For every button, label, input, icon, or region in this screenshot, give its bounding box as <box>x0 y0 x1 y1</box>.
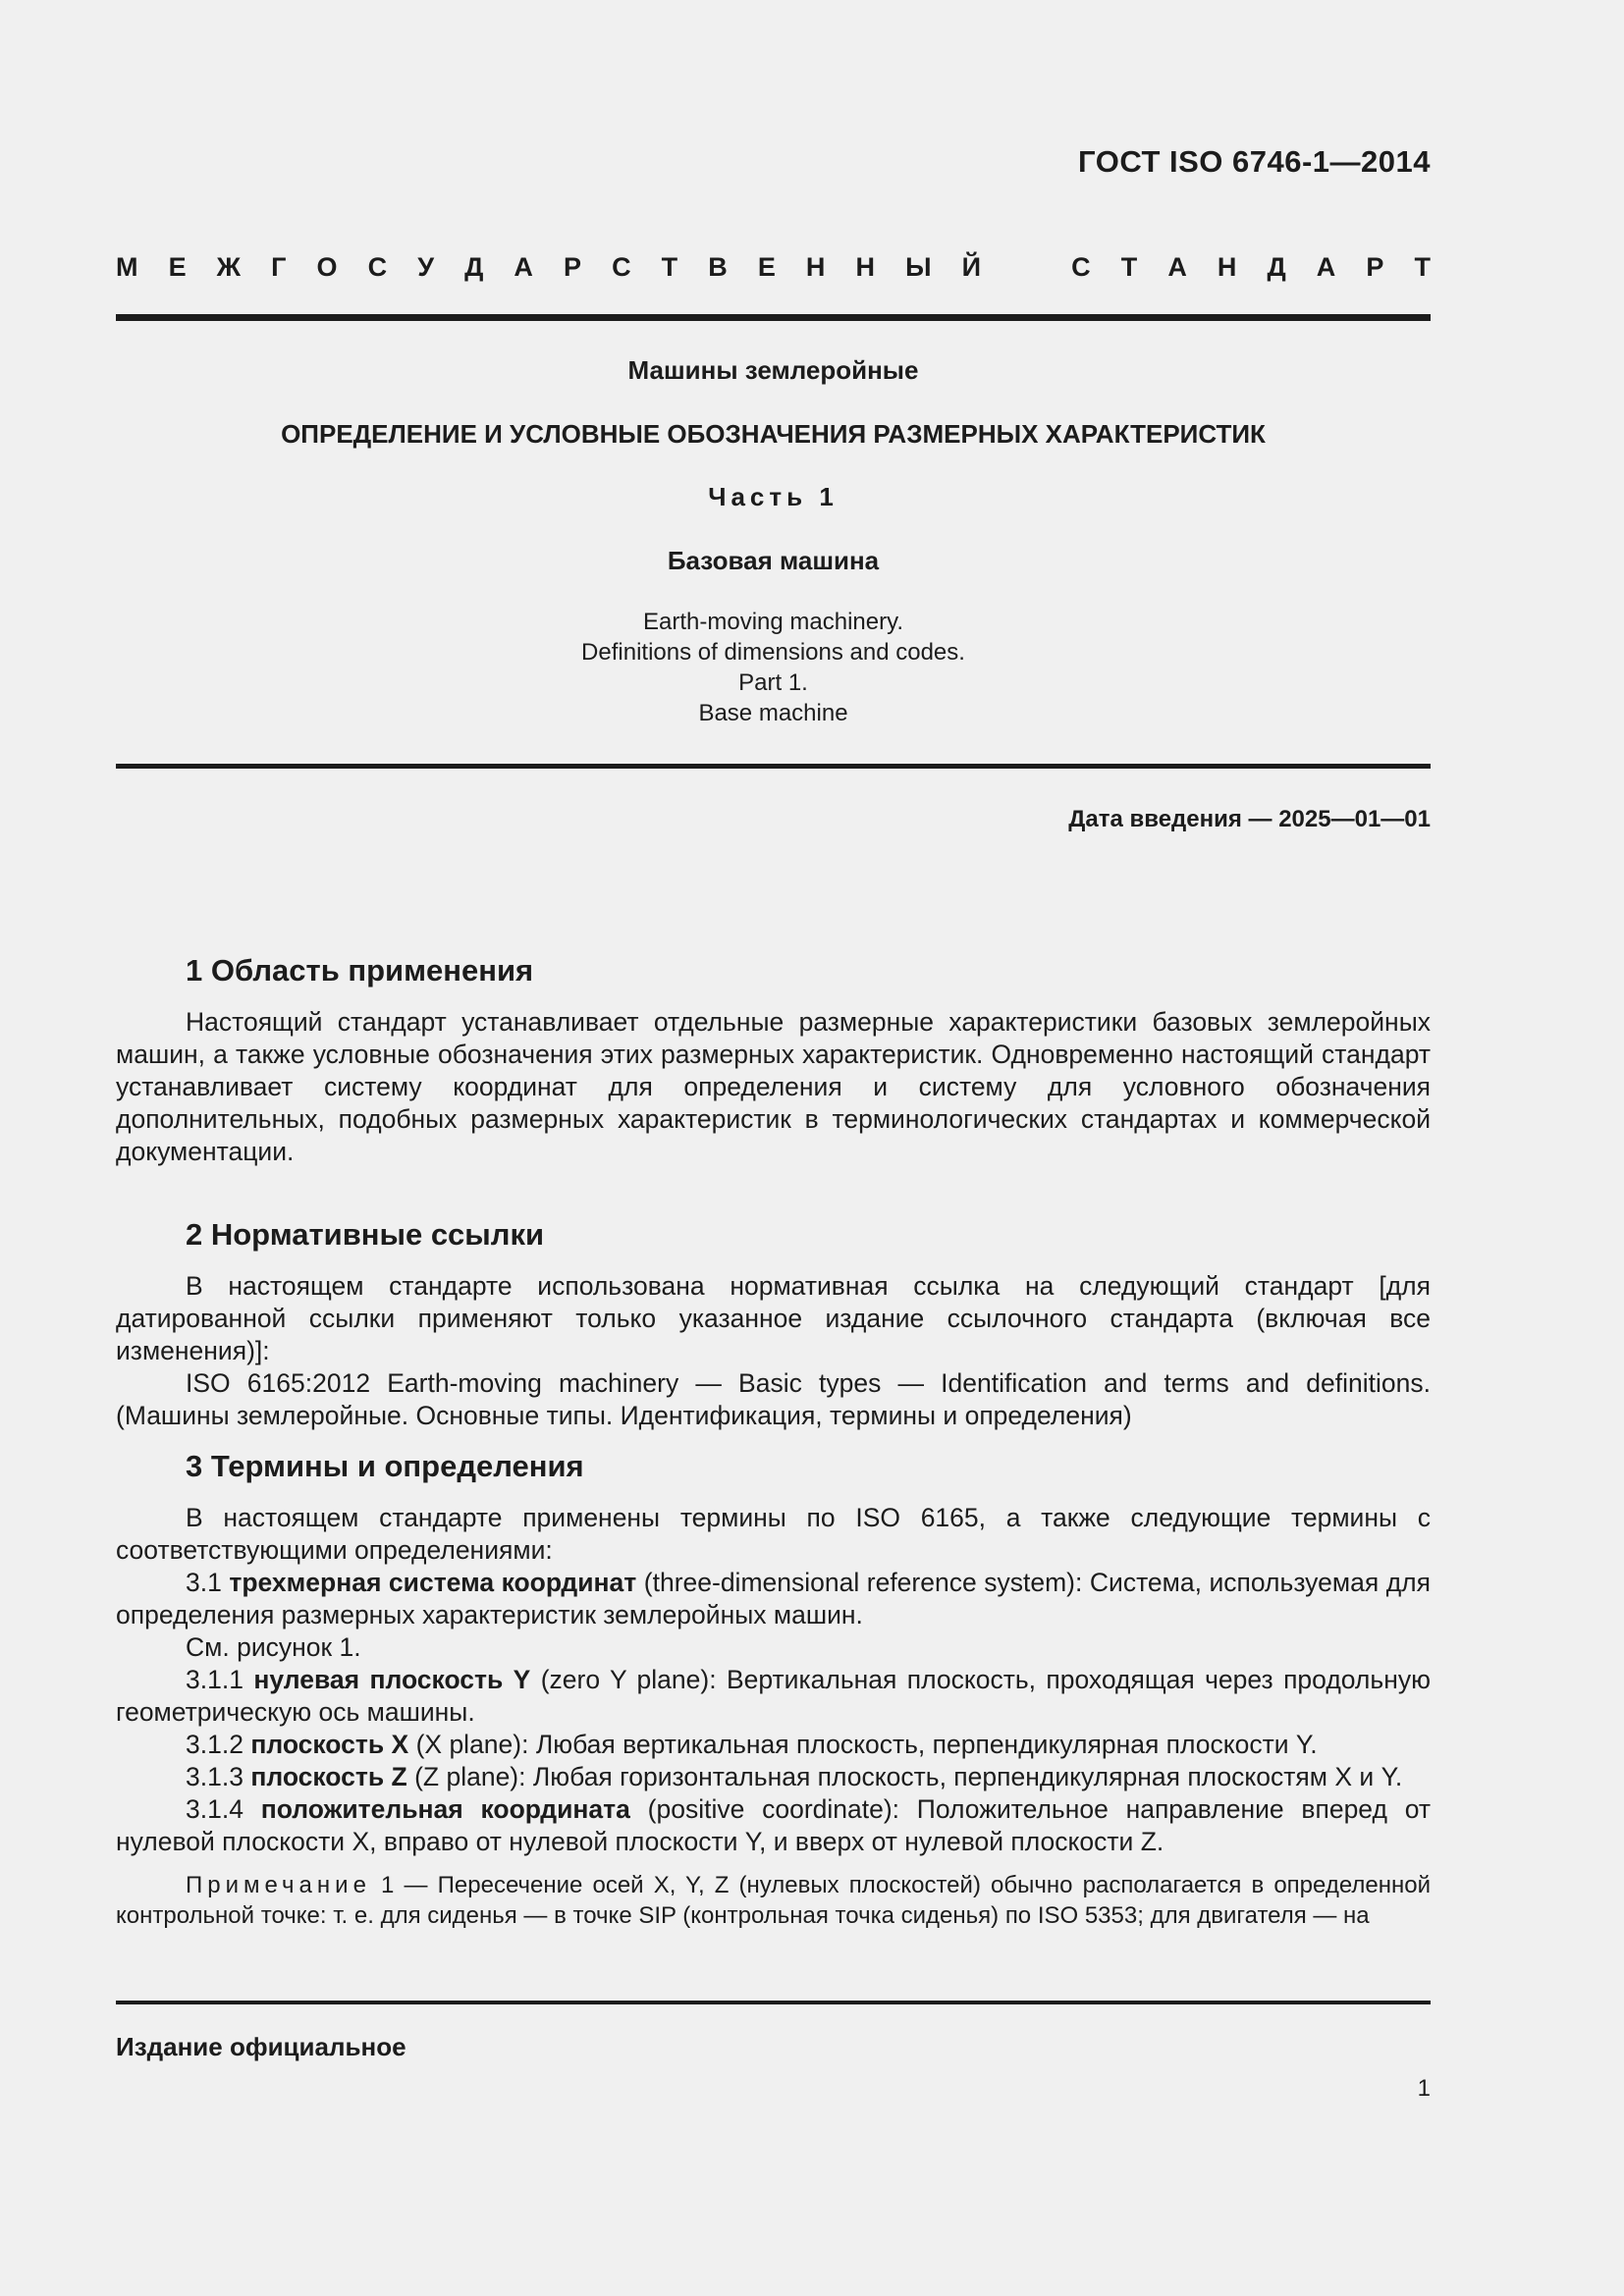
heading-letter: Т <box>1414 252 1431 282</box>
english-title <box>116 607 1431 728</box>
title-subject: Машины землеройные <box>627 355 919 385</box>
heading-letter: А <box>1316 252 1336 282</box>
term-name: нулевая плоскость Y <box>253 1665 531 1694</box>
term-3-1-3 <box>116 1761 1431 1793</box>
note-number: 1 <box>381 1872 395 1898</box>
term-name: плоскость Z <box>250 1762 407 1791</box>
figure-reference: См. рисунок 1. <box>186 1632 361 1662</box>
heading-letter: С <box>1071 252 1091 282</box>
heading-letter: В <box>708 252 728 282</box>
section-1 <box>116 954 1431 1168</box>
section-heading: 2 Нормативные ссылки <box>186 1217 545 1252</box>
interstate-standard-heading <box>116 252 1431 283</box>
introduction-date: Дата введения — 2025—01—01 <box>1068 806 1431 832</box>
official-edition: Издание официальное <box>116 2032 406 2061</box>
note-text: — Пересечение осей X, Y, Z (нулевых плоскостей) обычно располагается в определенной контрольной точке: т. е. для сиденья — в точке SIP (контрольная точка сиденья) по ISO 5353; для двигателя — на <box>116 1872 1431 1929</box>
heading-letter: С <box>367 252 388 282</box>
paragraph: Настоящий стандарт устанавливает отдельные размерные характеристики базовых землеройных машин, а также условные обозначения этих размерных характеристик. Одновременно настоящий стандарт устанавливает систему координат для определения и систему для условного обозначения дополнительных, подобных размерных характеристик в терминологических стандартах и коммерческой документации. <box>116 1007 1431 1166</box>
term-name: трехмерная система координат <box>229 1568 637 1597</box>
heading-letter: Н <box>805 252 826 282</box>
heading-letter: Т <box>661 252 678 282</box>
term-number: 3.1.1 <box>186 1665 244 1694</box>
word-gap <box>1011 252 1041 283</box>
term-3-1-4 <box>116 1793 1431 1858</box>
heading-letter: Н <box>855 252 875 282</box>
section-3 <box>116 1450 1431 1931</box>
term-name: положительная координата <box>260 1794 630 1824</box>
section-heading: 3 Термины и определения <box>186 1449 584 1483</box>
english-title-line: Earth-moving machinery. <box>643 609 903 635</box>
term-definition: (zero Y plane): Вертикальная плоскость, проходящая через продольную геометрическую ось машины. <box>116 1665 1431 1727</box>
term-number: 3.1 <box>186 1568 222 1597</box>
heading-letter: Н <box>1217 252 1237 282</box>
heading-letter: Р <box>564 252 582 282</box>
heading-letter: Г <box>271 252 287 282</box>
term-3-1-1 <box>116 1664 1431 1729</box>
term-number: 3.1.3 <box>186 1762 244 1791</box>
paragraph: В настоящем стандарте применены термины по ISO 6165, а также следующие термины с соответствующими определениями: <box>116 1503 1431 1565</box>
note-1 <box>116 1870 1431 1931</box>
heading-letter: Ж <box>216 252 242 282</box>
section-2 <box>116 1218 1431 1432</box>
english-title-line: Part 1. <box>738 669 808 696</box>
heading-letter: А <box>514 252 533 282</box>
page-number: 1 <box>1417 2075 1431 2102</box>
heading-letter: Й <box>961 252 981 282</box>
heading-letter: Е <box>168 252 187 282</box>
english-title-line: Base machine <box>698 700 848 726</box>
heading-letter: М <box>116 252 138 282</box>
footer-rule <box>116 2001 1431 2004</box>
paragraph: В настоящем стандарте использована нормативная ссылка на следующий стандарт [для датированной ссылки применяют только указанное издание ссылочного стандарта (включая все изменения)]: <box>116 1271 1431 1365</box>
title-main: ОПРЕДЕЛЕНИЕ И УСЛОВНЫЕ ОБОЗНАЧЕНИЯ РАЗМЕРНЫХ ХАРАКТЕРИСТИК <box>281 419 1266 449</box>
heading-letter: У <box>417 252 435 282</box>
heading-letter: Д <box>1267 252 1286 282</box>
term-definition: (X plane): Любая вертикальная плоскость, перпендикулярная плоскости Y. <box>415 1730 1318 1759</box>
heading-letter: О <box>316 252 338 282</box>
heading-letter: С <box>612 252 631 282</box>
reference-item: ISO 6165:2012 Earth-moving machinery — Basic types — Identification and terms and definitions. (Машины землеройные. Основные типы. Идентификация, термины и определения) <box>116 1368 1431 1430</box>
heading-letter: Т <box>1120 252 1138 282</box>
term-definition: (positive coordinate): Положительное направление вперед от нулевой плоскости X, вправо от нулевой плоскости Y, и вверх от нулевой плоскости Z. <box>116 1794 1431 1856</box>
heading-letter: Р <box>1366 252 1384 282</box>
standard-number: ГОСТ ISO 6746-1—2014 <box>1078 144 1431 179</box>
term-number: 3.1.2 <box>186 1730 244 1759</box>
heading-letter: А <box>1167 252 1187 282</box>
title-part-name: Базовая машина <box>667 546 880 575</box>
title-bottom-rule <box>116 764 1431 769</box>
heading-letter: Ы <box>905 252 932 282</box>
term-3-1 <box>116 1567 1431 1631</box>
title-part: Часть 1 <box>708 482 839 511</box>
heading-letter: Е <box>757 252 776 282</box>
term-number: 3.1.4 <box>186 1794 244 1824</box>
note-label: Примечание <box>186 1872 371 1898</box>
term-name: плоскость X <box>250 1730 409 1759</box>
term-definition: (Z plane): Любая горизонтальная плоскость, перпендикулярная плоскостям X и Y. <box>414 1762 1403 1791</box>
top-rule <box>116 314 1431 321</box>
section-heading: 1 Область применения <box>186 953 534 988</box>
term-definition: (three-dimensional reference system): Система, используемая для определения размерных характеристик землеройных машин. <box>116 1568 1431 1629</box>
english-title-line: Definitions of dimensions and codes. <box>581 639 965 666</box>
term-3-1-2 <box>116 1729 1431 1761</box>
heading-letter: Д <box>464 252 484 282</box>
